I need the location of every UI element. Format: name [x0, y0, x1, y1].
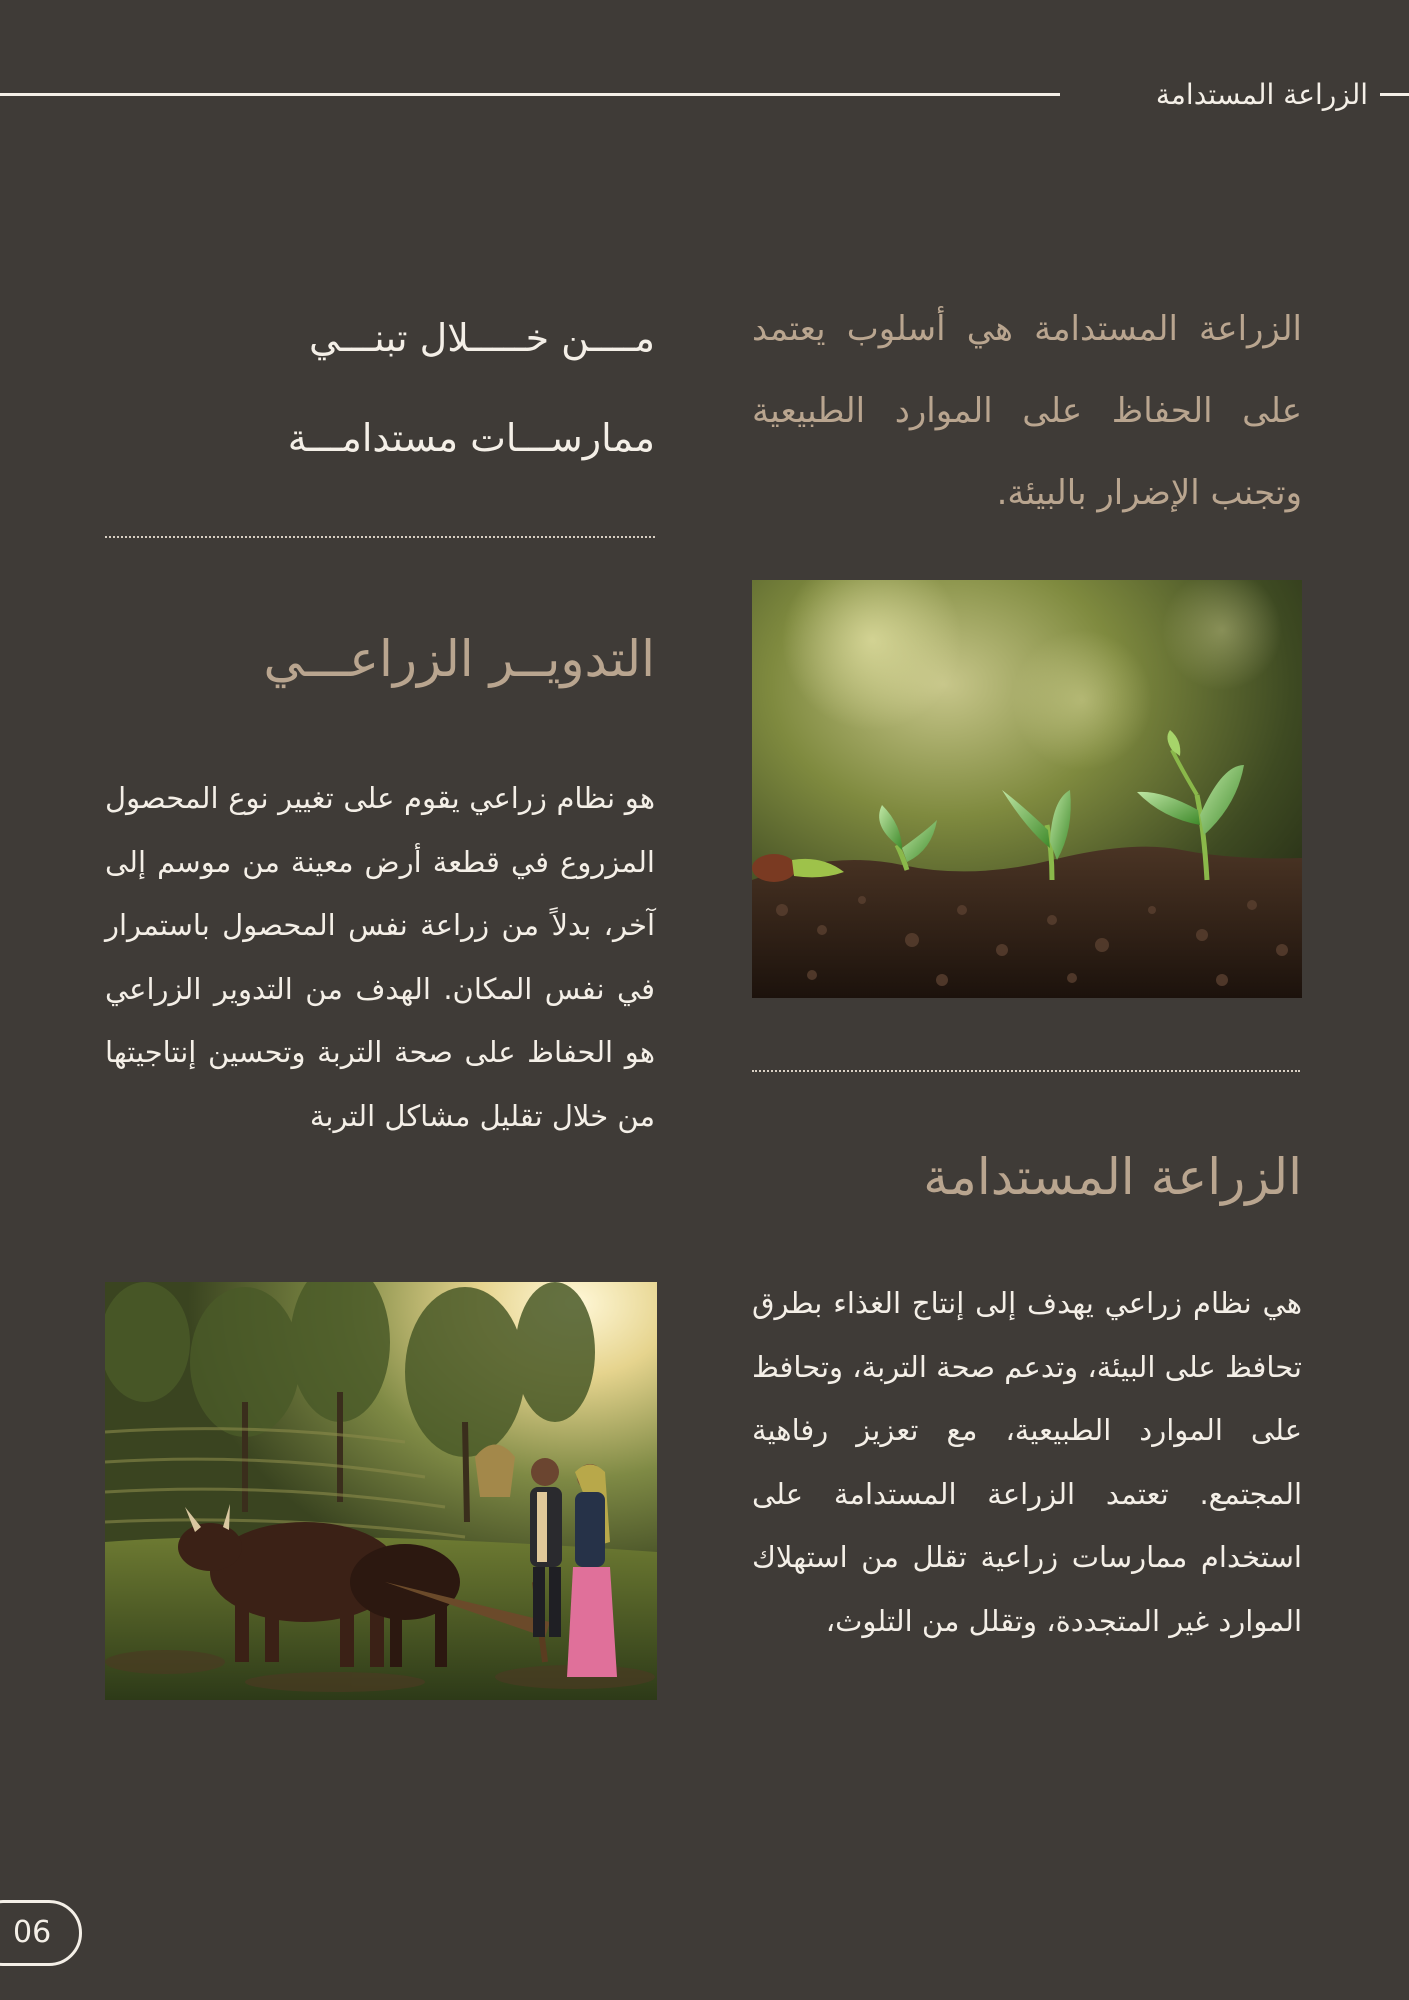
- header-rule-left: [0, 93, 1060, 96]
- quote-line-1: مــــن خـــــلال تبنـــي: [309, 316, 655, 360]
- quote-line-2: ممارســـات مستدامـــة: [287, 416, 655, 460]
- header-rule-right: [1380, 93, 1409, 96]
- farmers-plowing-photo: [105, 1282, 657, 1700]
- page-number: 06: [13, 1915, 52, 1950]
- crop-rotation-heading: التدويــر الزراعـــي: [263, 630, 655, 688]
- header-title: الزراعة المستدامة: [1155, 78, 1368, 111]
- intro-paragraph: الزراعة المستدامة هي أسلوب يعتمد على الحفاظ على الموارد الطبيعية وتجنب الإضرار بالبيئة.: [752, 309, 1302, 513]
- sprouts-photo: [752, 580, 1302, 998]
- quote-block: [105, 288, 655, 488]
- sustainable-agriculture-body: هي نظام زراعي يهدف إلى إنتاج الغذاء بطرق تحافظ على البيئة، وتدعم صحة التربة، وتحافظ على الموارد الطبيعية، مع تعزيز رفاهية المجتمع. تعتمد الزراعة المستدامة على استخدام ممارسات زراعية تقلل من استهلاك الموارد غير المتجددة، وتقلل من التلوث،: [752, 1286, 1302, 1638]
- dotted-divider-left: [105, 536, 655, 538]
- crop-rotation-body: هو نظام زراعي يقوم على تغيير نوع المحصول المزروع في قطعة أرض معينة من موسم إلى آخر، بدلاً من زراعة نفس المحصول باستمرار في نفس المكان. الهدف من التدوير الزراعي هو الحفاظ على صحة التربة وتحسين إنتاجيتها من خلال تقليل مشاكل التربة: [105, 781, 655, 1133]
- page-number-badge: [0, 1900, 82, 1966]
- sustainable-agriculture-heading: الزراعة المستدامة: [923, 1148, 1302, 1206]
- dotted-divider-right: [752, 1070, 1300, 1072]
